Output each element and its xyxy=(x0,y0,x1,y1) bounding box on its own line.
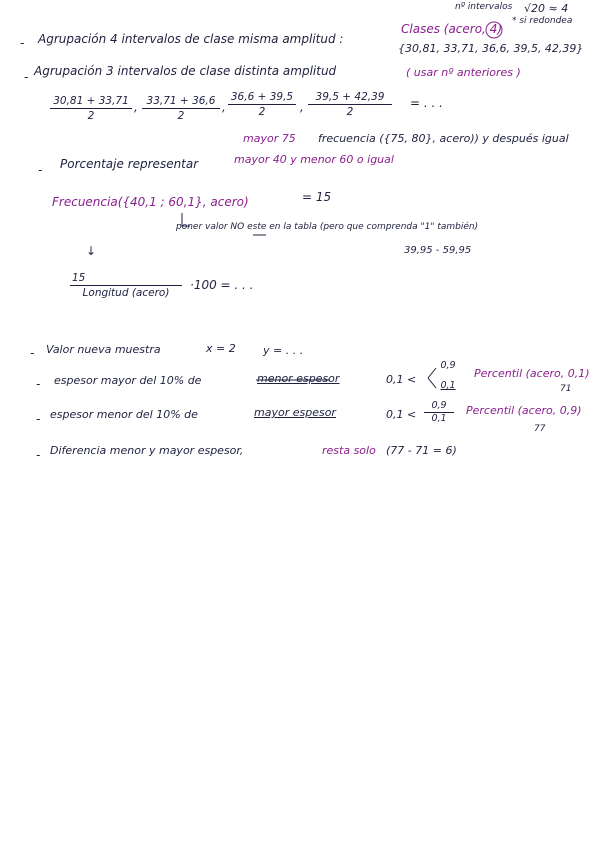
line8-val: 0,1 < xyxy=(386,408,417,421)
line9-text: Diferencia menor y mayor espesor, xyxy=(50,444,244,457)
line9-purple: resta solo xyxy=(322,444,376,457)
line9-bullet: - xyxy=(36,448,41,462)
line7-underlined: menor espesor xyxy=(257,372,340,385)
header-redondea: * si redondea xyxy=(512,16,573,26)
fraction-4-den: 2 xyxy=(346,106,354,118)
line2-text: Agrupación 3 intervalos de clase distinta amplitud xyxy=(34,64,337,78)
line6-bullet: - xyxy=(30,346,35,360)
circle-mark xyxy=(486,22,502,38)
line7-sub: 71 xyxy=(560,384,572,394)
line3-bullet: - xyxy=(38,163,43,177)
line7-text: espesor mayor del 10% de xyxy=(54,374,202,387)
fraction-1-den: 2 xyxy=(87,110,95,122)
line8-function: Percentil (acero, 0,9) xyxy=(466,404,582,417)
line3-text: Porcentaje representar xyxy=(60,157,199,171)
fraction-1-num: 30,81 + 33,71 xyxy=(50,95,132,109)
fraction-2-num: 33,71 + 36,6 xyxy=(142,95,220,109)
line2-bullet: - xyxy=(24,70,29,84)
line8-top: 0,9 xyxy=(424,400,454,413)
line4-range: 39,95 - 59,95 xyxy=(404,245,472,256)
fraction-sep-1: , xyxy=(134,100,138,114)
line1-bullet: - xyxy=(20,36,25,50)
header-n-intervalos: nº intervalos xyxy=(455,2,513,12)
line7-val: 0,1 < xyxy=(386,373,417,386)
line1-text: Agrupación 4 intervalos de clase misma amplitud : xyxy=(38,32,344,46)
fraction-3-num: 36,6 + 39,5 xyxy=(228,91,296,105)
line5-num: 15 xyxy=(70,272,182,286)
line8-underlined: mayor espesor xyxy=(254,406,336,419)
line7-function: Percentil (acero, 0,1) xyxy=(474,367,590,380)
line1-values: {30,81, 33,71, 36,6, 39,5, 42,39} xyxy=(398,42,584,55)
brace-line7 xyxy=(428,368,436,388)
line4-result: = 15 xyxy=(302,190,332,204)
line4-formula: Frecuencia({40,1 ; 60,1}, acero) xyxy=(52,195,249,209)
line3-condition: mayor 40 y menor 60 o igual xyxy=(234,153,394,166)
line8-bullet: - xyxy=(36,412,41,426)
header-sqrt: √20 ≈ 4 xyxy=(524,2,569,15)
fraction-3-den: 2 xyxy=(258,106,266,118)
line6-x: x = 2 xyxy=(206,342,236,355)
line3-frecuencia-extra: frecuencia ({75, 80}, acero)) y después igual xyxy=(318,132,569,145)
line8-bottom: 0,1 xyxy=(431,413,447,424)
fraction-sep-3: , xyxy=(300,100,304,114)
line2-note: ( usar nº anteriores ) xyxy=(406,66,521,79)
fraction-tail: = . . . xyxy=(410,96,443,110)
line7-bottom: 0,1 xyxy=(440,380,456,391)
fraction-2-den: 2 xyxy=(177,110,185,122)
line9-calc: (77 - 71 = 6) xyxy=(386,444,457,457)
line5-den: Longitud (acero) xyxy=(82,287,170,299)
line6-text: Valor nueva muestra xyxy=(46,343,161,356)
line7-top: 0,9 xyxy=(440,360,456,371)
fraction-4-num: 39,5 + 42,39 xyxy=(308,91,392,105)
fraction-sep-2: , xyxy=(222,100,226,114)
line4-note: poner valor NO este en la tabla (pero que comprenda "1" también) xyxy=(176,222,479,232)
line8-sub: 77 xyxy=(534,424,546,434)
line5-tail: ·100 = . . . xyxy=(190,278,254,292)
line3-mayor75: mayor 75 xyxy=(243,132,296,145)
line1-clases: Clases (acero, 4) xyxy=(401,22,503,36)
line7-bullet: - xyxy=(36,377,41,391)
pointer-mark xyxy=(182,213,190,226)
line6-y: y = . . . xyxy=(263,344,304,357)
line8-text: espesor menor del 10% de xyxy=(50,408,198,421)
down-arrow-icon: ↓ xyxy=(86,244,97,258)
